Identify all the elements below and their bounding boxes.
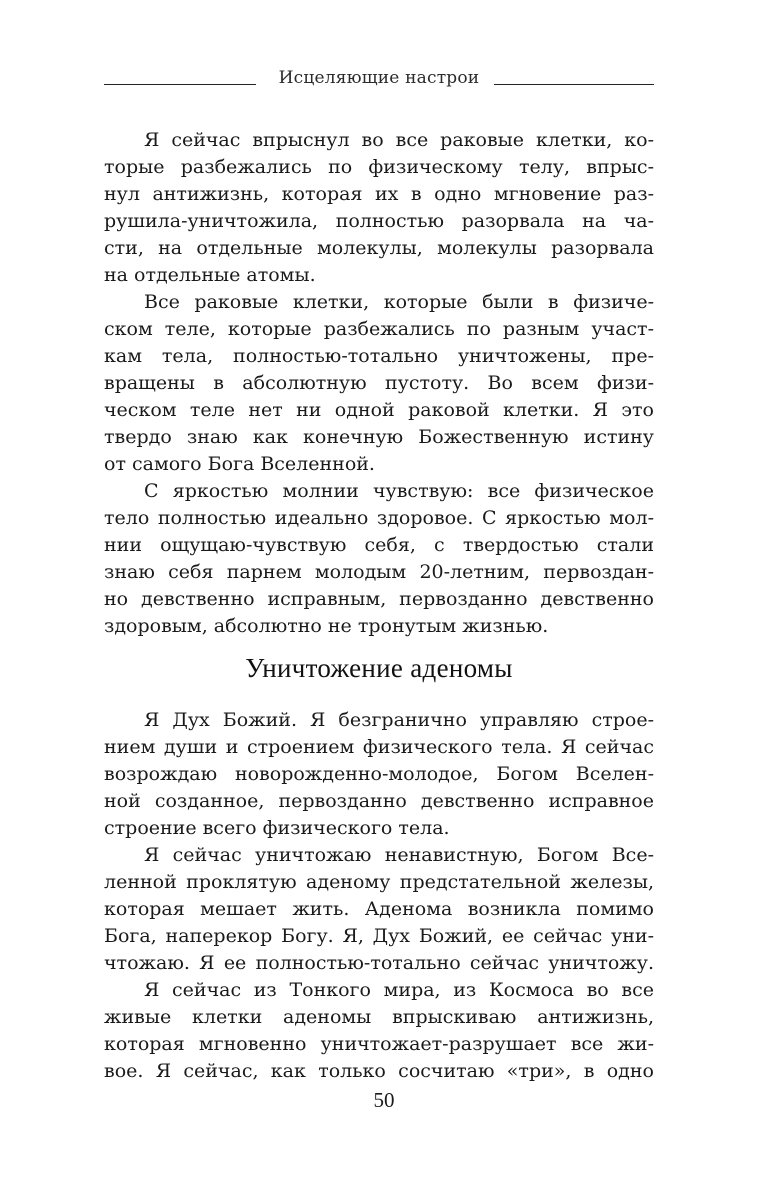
page-number: 50 (373, 1088, 395, 1112)
text-line: здоровым, абсолютно не тронутым жизнью. (104, 615, 549, 637)
text-line: ленной проклятую аденому предстательной железы, (104, 871, 654, 893)
text-block-cancer-cells (104, 127, 654, 640)
text-line: чтожаю. Я ее полностью-тотально сейчас уничтожу. (104, 952, 654, 974)
text-line: вращены в абсолютную пустоту. Во всем физи- (104, 372, 654, 394)
text-line: торые разбежались по физическому телу, впрыс- (104, 156, 654, 178)
text-line: от самого Бога Вселенной. (104, 453, 375, 475)
text-line: Я Дух Божий. Я безгранично управляю строе- (144, 709, 654, 731)
text-line: Я сейчас впрыснул во все раковые клетки, ко- (144, 129, 654, 151)
text-line: строение всего физического тела. (104, 817, 450, 839)
text-line: кам тела, полностью-тотально уничтожены, пре- (104, 345, 654, 367)
text-line: ском теле, которые разбежались по разным участ- (104, 318, 654, 340)
text-line: возрождаю новорожденно-молодое, Богом Вселен- (104, 763, 654, 785)
text-line: нии ощущаю-чувствую себя, с твердостью стали (104, 534, 654, 556)
text-line: но девственно исправным, первозданно девственно (104, 588, 654, 610)
section-heading: Уничтожение аденомы (245, 653, 513, 683)
text-line: живые клетки аденомы впрыскиваю антижизнь, (104, 1006, 654, 1028)
text-line: рушила-уничтожила, полностью разорвала на ча- (104, 210, 654, 232)
text-line: С яркостью молнии чувствую: все физическое (144, 480, 654, 502)
text-line: тело полностью идеально здоровое. С яркостью мол- (104, 507, 654, 529)
text-block-adenoma (104, 707, 654, 1085)
header-rule-right (494, 84, 654, 85)
text-line: нием души и строением физического тела. Я сейчас (104, 736, 654, 758)
running-header (104, 62, 654, 96)
text-line: твердо знаю как конечную Божественную истину (104, 426, 654, 448)
text-line: ной созданное, первозданно девственно исправное (104, 790, 654, 812)
text-line: нул антижизнь, которая их в одно мгновение раз- (104, 183, 654, 205)
text-line: знаю себя парнем молодым 20-летним, первоздан- (104, 561, 654, 583)
text-line: ческом теле нет ни одной раковой клетки. Я это (104, 399, 654, 421)
text-line: которая мешает жить. Аденома возникла помимо (104, 898, 654, 920)
text-line: которая мгновенно уничтожает-разрушает все жи- (104, 1033, 654, 1055)
text-line: Все раковые клетки, которые были в физиче- (144, 291, 654, 313)
text-line: Я сейчас из Тонкого мира, из Космоса во все (144, 979, 654, 1001)
text-line: вое. Я сейчас, как только сосчитаю «три», в одно (104, 1060, 654, 1082)
text-line: сти, на отдельные молекулы, молекулы разорвала (104, 237, 654, 259)
running-title: Исцеляющие настрои (278, 68, 480, 88)
text-line: на отдельные атомы. (104, 264, 316, 286)
text-line: Бога, наперекор Богу. Я, Дух Божий, ее сейчас уни- (104, 925, 654, 947)
text-line: Я сейчас уничтожаю ненавистную, Богом Все- (144, 844, 654, 866)
